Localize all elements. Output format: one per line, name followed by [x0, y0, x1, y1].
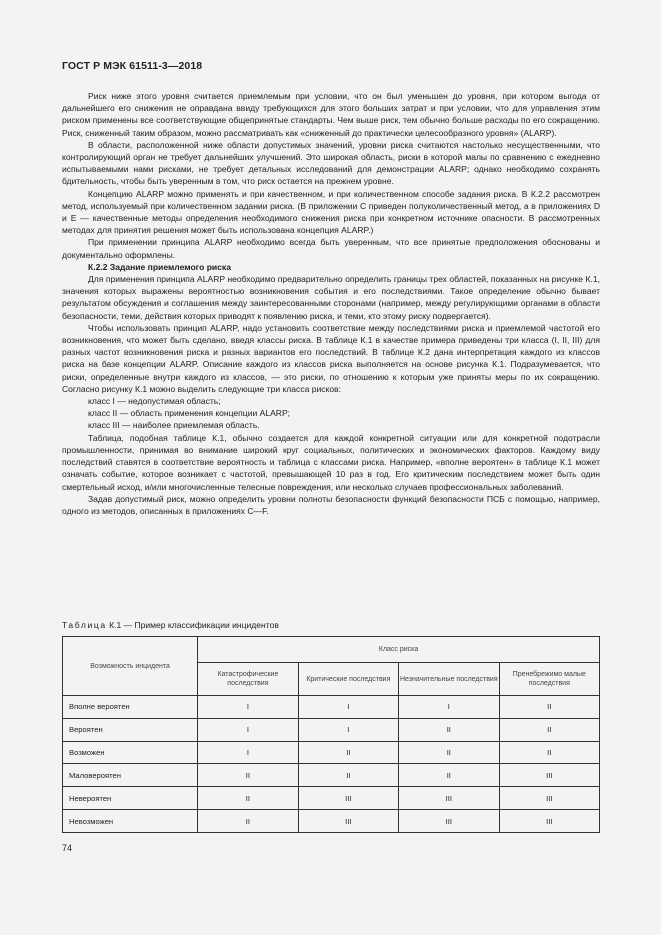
row-label: Возможен: [63, 741, 198, 764]
row-label: Вполне вероятен: [63, 696, 198, 719]
section-subheading: К.2.2 Задание приемлемого риска: [88, 261, 231, 272]
paragraph: В области, расположенной ниже области допустимых значений, уровни риска считаются настолько несущественными, что контролирующий орган не требует дальнейших улучшений. Это широкая область, риски в которой малы по сравнению с ежедневно испытываемыми нами рисками, не требует детальных исследований для демонстрации ALARP; однако необходимо сохранять бдительность, чтобы быть уверенным в том, что риск остается на прежнем уровне.: [62, 139, 600, 187]
table-cell: II: [499, 696, 599, 719]
row-label: Вероятен: [63, 718, 198, 741]
paragraph: Чтобы использовать принцип ALARP, надо установить соответствие между последствиями риска и приемлемой частотой его возникновения, что может быть сделано, введя классы риска. В таблице К.1 в качестве примера приведены три класса (I, II, III) для разных частот возникновения риска и разных вариантов его последствий. В таблице К.2 дана интерпретация каждого из классов риска на базе концепции ALARP. Описание каждого из классов риска выполняется на основе рисунка К.1. Подразумевается, что риски, определенные внутри каждого из классов, — это риски, по отношению к которым уже приняты меры по их сокращению. Согласно рисунку К.1 можно выделить следующие три класса рисков:: [62, 322, 600, 394]
table-row: [63, 787, 600, 810]
group-header: Класс риска: [198, 637, 600, 663]
page-number: 74: [62, 843, 73, 853]
table-cell: II: [298, 741, 398, 764]
list-item: класс II — область применения концепции ALARP;: [88, 408, 291, 419]
table-cell: II: [499, 741, 599, 764]
table-cell: III: [298, 787, 398, 810]
table-caption-prefix: Таблица: [62, 620, 107, 630]
table-cell: III: [298, 810, 398, 833]
table-cell: III: [499, 764, 599, 787]
paragraph: При применении принципа ALARP необходимо всегда быть уверенным, что все принятые предположения обоснованы и документально оформлены.: [62, 237, 600, 260]
table-row: [63, 810, 600, 833]
column-header: Пренебрежимо малые последствия: [499, 663, 599, 696]
table-cell: I: [198, 718, 298, 741]
table-row: [63, 764, 600, 787]
table-cell: II: [298, 764, 398, 787]
table-cell: II: [198, 764, 298, 787]
table-row: [63, 741, 600, 764]
paragraph: Таблица, подобная таблице К.1, обычно создается для каждой конкретной ситуации или для конкретной подотрасли промышленности, принимая во внимание широкий круг социальных, политических и экономических факторов. Каждому виду последствий ставятся в соответствие вероятность и таблица с классами риска. Например, «вполне вероятен» в таблице К.1 может означать событие, которое возникает с частотой, превышающей 10 раз в год. Его критическим последствием может быть один смертельный исход, и/или многочисленные телесные повреждения, или несколько случаев профессиональных заболеваний.: [62, 432, 600, 492]
table-cell: II: [399, 741, 499, 764]
table-cell: II: [399, 718, 499, 741]
paragraph: Риск ниже этого уровня считается приемлемым при условии, что он был уменьшен до уровня, при котором выгода от дальнейшего его снижения не оправдана ввиду требующихся для этого больших затрат и при условии, что для управления этим риском применены все соответствующие общепринятые стандарты. Чем выше риск, тем обычно больше расходы по его сокращению. Риск, сниженный таким образом, можно рассматривать как «сниженный до практически целесообразного уровня» (ALARP).: [62, 91, 600, 138]
list-item: класс III — наиболее приемлемая область.: [88, 420, 260, 431]
table-cell: II: [499, 718, 599, 741]
body-text: [62, 90, 600, 517]
row-header: Возможность инцидента: [63, 637, 198, 696]
paragraph: Задав допустимый риск, можно определить уровни полноты безопасности функций безопасности ПСБ с помощью, например, одного из методов, описанных в приложениях С—F.: [62, 493, 600, 516]
table-row: [63, 696, 600, 719]
table-cell: I: [198, 696, 298, 719]
document-header: ГОСТ Р МЭК 61511-3—2018: [62, 60, 203, 72]
paragraph: Концепцию ALARP можно применять и при качественном, и при количественном способе задания риска. В К.2.2 рассмотрен метод, используемый при количественном задании риска. (В приложении С приведен полуколичественный метод, а в приложениях D и Е — качественные методы определения необходимого снижения риска при конкретном источнике опасности. В рассмотренных методах для принятия решения может быть использована концепция ALARP.): [62, 188, 600, 236]
table-cell: II: [198, 787, 298, 810]
risk-classification-table: [62, 636, 600, 833]
table-cell: I: [198, 741, 298, 764]
table-cell: II: [198, 810, 298, 833]
list-item: класс I — недопустимая область;: [88, 396, 221, 407]
row-label: Невозможен: [63, 810, 198, 833]
table-caption: [62, 620, 279, 630]
table-cell: I: [399, 696, 499, 719]
table-cell: I: [298, 718, 398, 741]
column-header: Незначительные последствия: [399, 663, 499, 696]
table-cell: III: [499, 810, 599, 833]
table-cell: III: [499, 787, 599, 810]
table-cell: III: [399, 810, 499, 833]
table-cell: I: [298, 696, 398, 719]
column-header: Катастрофические последствия: [198, 663, 298, 696]
table-row: [63, 718, 600, 741]
row-label: Невероятен: [63, 787, 198, 810]
column-header: Критические последствия: [298, 663, 398, 696]
table-cell: II: [399, 764, 499, 787]
table-caption-text: К.1 — Пример классификации инцидентов: [109, 620, 279, 630]
table-cell: III: [399, 787, 499, 810]
paragraph: Для применения принципа ALARP необходимо предварительно определить границы трех областей, показанных на рисунке К.1, значения которых выражены вероятностью возникновения события и его последствиями. Такое определение обычно бывает результатом обсуждения и соглашения между заинтересованными сторонами (например, между регулирующими органами в области безопасности, теми, действия которых приводят к появлению риска, и теми, кто этому риску подвергается).: [62, 274, 600, 321]
row-label: Маловероятен: [63, 764, 198, 787]
